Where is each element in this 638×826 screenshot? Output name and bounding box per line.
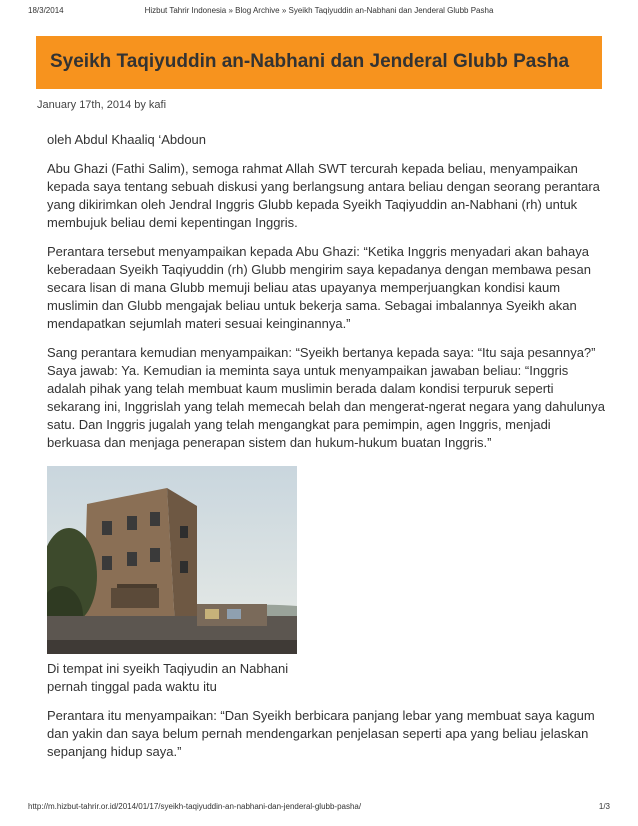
post-title[interactable]: Syeikh Taqiyuddin an-Nabhani dan Jenderal Glubb Pasha (50, 51, 570, 72)
post-content (47, 131, 607, 772)
print-page-number: 1/3 (598, 802, 610, 811)
print-url[interactable]: http://m.hizbut-tahrir.or.id/2014/01/17/syeikh-taqiyuddin-an-nabhani-dan-jenderal-glubb-pasha/ (28, 802, 362, 811)
post-paragraph: Perantara itu menyampaikan: “Dan Syeikh berbicara panjang lebar yang membuat saya kagum dan yakin dan saya belum pernah mendengarkan penjelasan seperti apa yang beliau jelaskan sepanjang hidup saya.” (47, 708, 595, 759)
post-title-band (36, 36, 602, 89)
print-date: 18/3/2014 (28, 6, 64, 15)
print-footer (28, 802, 610, 814)
post-paragraph: Perantara tersebut menyampaikan kepada Abu Ghazi: “Ketika Inggris menyadari akan bahaya keberadaan Syeikh Taqiyuddin (rh) Glubb mengirim saya kepadanya dengan membawa pesan secara lisan di mana Glubb memuji beliau atas upayanya memperjuangkan kondisi kaum muslimin dan Glubb mengajak beliau untuk bekerja sama. Sebagai imbalannya Syeikh akan mendapatkan sejumlah materi sesuai keinginannya.” (47, 244, 591, 331)
print-header (28, 6, 610, 18)
post-author-line: oleh Abdul Khaaliq ‘Abdoun (47, 132, 207, 147)
photo-caption-line: pernah tinggal pada waktu itu (47, 679, 217, 694)
post-meta: January 17th, 2014 by kafi (37, 99, 167, 111)
post-paragraph: Abu Ghazi (Fathi Salim), semoga rahmat Allah SWT tercurah kepada beliau, menyampaikan kepada saya tentang sebuah diskusi yang berlangsung antara beliau dengan seorang perantara yang dikirimkan oleh Jendral Inggris Glubb kepada Syeikh Taqiyuddin an-Nabhani (rh) untuk membujuk beliau demi kepentingan Inggris. (47, 161, 600, 230)
photo-caption (47, 660, 607, 696)
print-page-title: Hizbut Tahrir Indonesia » Blog Archive » Syeikh Taqiyuddin an-Nabhani dan Jenderal Glubb Pasha (144, 6, 494, 15)
post-paragraph: Sang perantara kemudian menyampaikan: “Syeikh bertanya kepada saya: “Itu saja pesannya?” Saya jawab: Ya. Kemudian ia meminta saya untuk menyampaikan jawaban beliau: “Inggris adalah pihak yang telah membuat kaum muslimin berada dalam kondisi terpuruk seperti sekarang ini, Inggrislah yang telah memecah belah dan mengerat-ngerat negara yang dahulunya satu. Dan Inggris jugalah yang telah mengangkat para pemimpin, agen Inggris, menjadi berkuasa dan menjaga penerapan sistem dan hukum-hukum buatan Inggris.” (47, 345, 605, 450)
building-photo (47, 466, 297, 654)
photo-caption-line: Di tempat ini syeikh Taqiyudin an Nabhani (47, 661, 289, 676)
